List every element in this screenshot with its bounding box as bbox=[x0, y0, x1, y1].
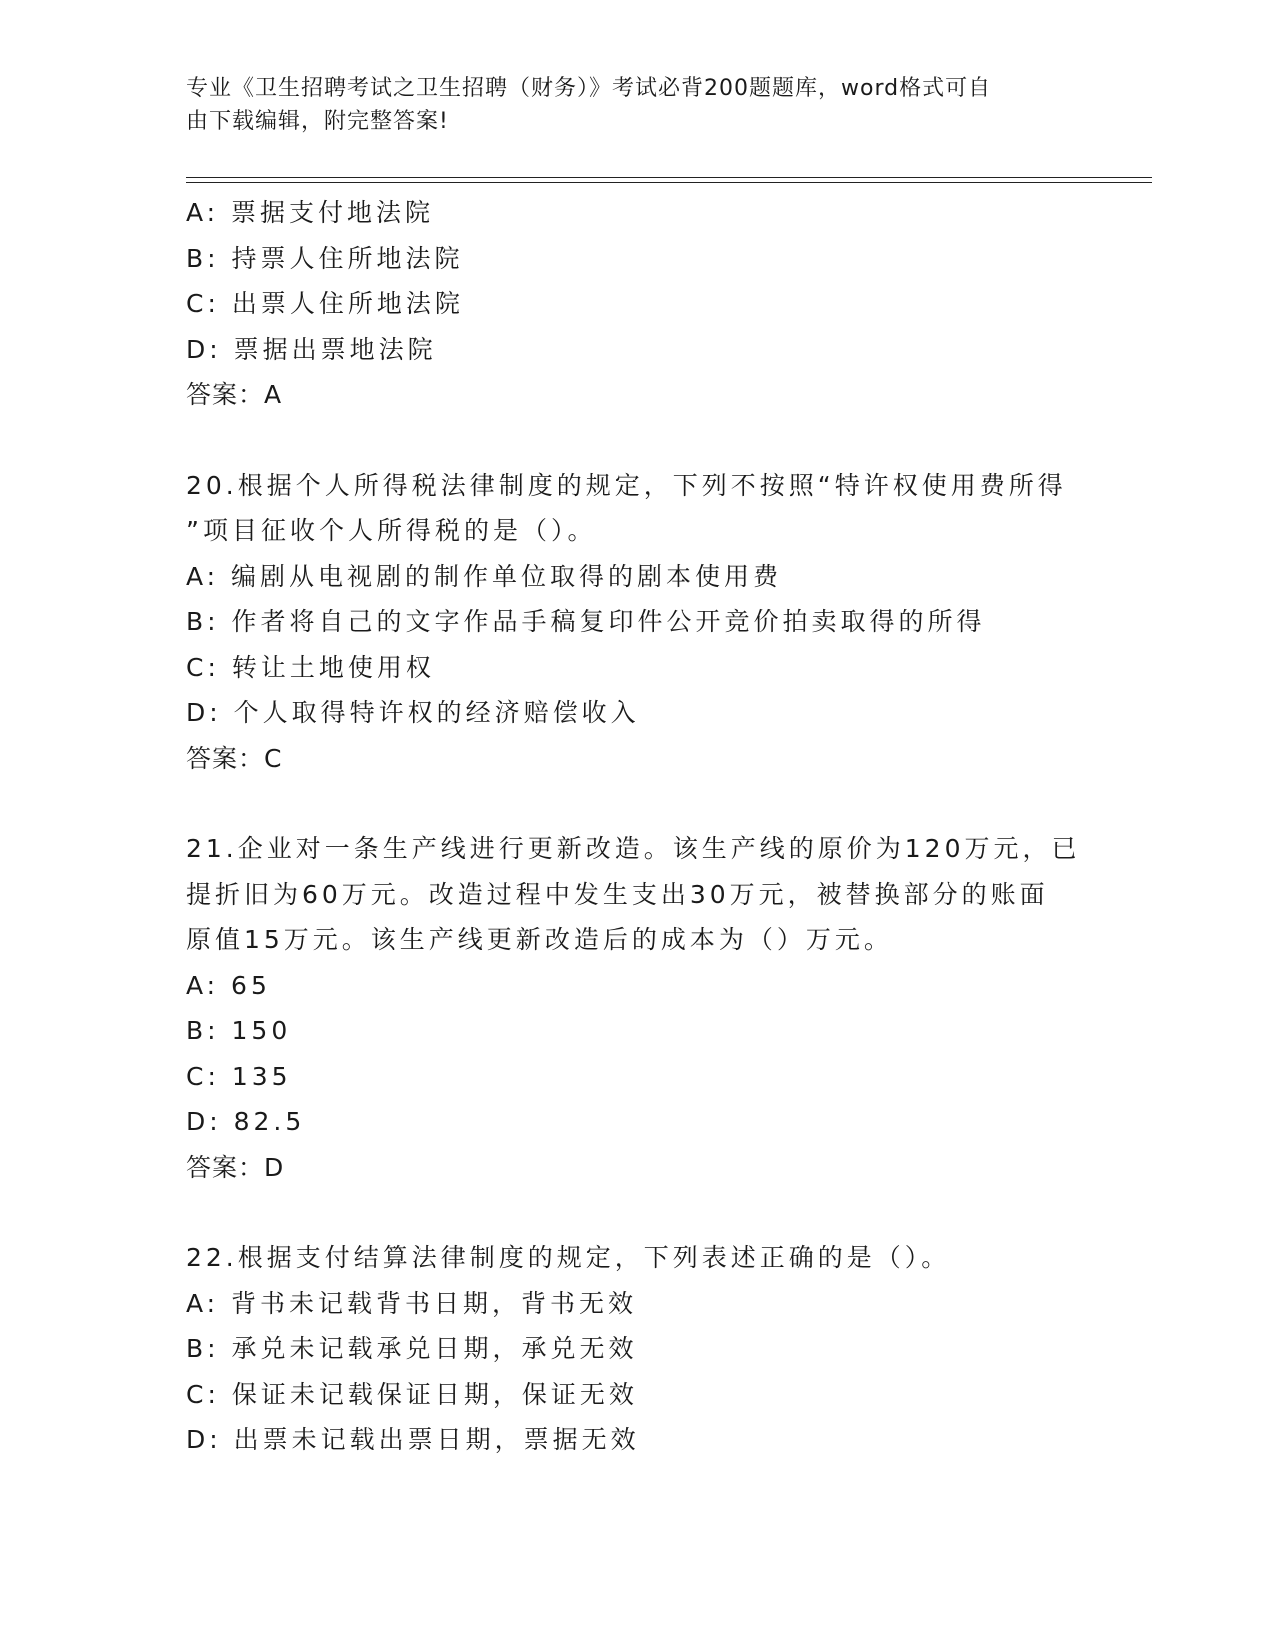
question-22 bbox=[186, 1235, 1106, 1463]
option-b: B: 作者将自己的文字作品手稿复印件公开竞价拍卖取得的所得 bbox=[186, 607, 986, 636]
option-a: A: 编剧从电视剧的制作单位取得的剧本使用费 bbox=[186, 561, 783, 591]
stem-line: 22.根据支付结算法律制度的规定，下列表述正确的是（）。 bbox=[186, 1243, 951, 1272]
option-c: C: 转让土地使用权 bbox=[186, 652, 435, 682]
option-c: C: 135 bbox=[186, 1061, 292, 1091]
question-stem bbox=[186, 1235, 1106, 1281]
option-a: A: 票据支付地法院 bbox=[186, 198, 435, 227]
stem-line: ”项目征收个人所得税的是（）。 bbox=[186, 516, 597, 545]
answer: 答案：A bbox=[186, 380, 283, 409]
question-20 bbox=[186, 463, 1106, 782]
option-a: A: 65 bbox=[186, 970, 271, 1000]
option-c: C: 保证未记载保证日期，保证无效 bbox=[186, 1379, 638, 1409]
question-stem bbox=[186, 463, 1106, 554]
option-c: C: 出票人住所地法院 bbox=[186, 289, 464, 318]
question-list bbox=[186, 190, 1106, 1463]
question-21 bbox=[186, 826, 1106, 1190]
header-rule-top bbox=[186, 177, 1152, 178]
option-d: D: 个人取得特许权的经济赔偿收入 bbox=[186, 698, 640, 727]
option-d: D: 票据出票地法院 bbox=[186, 334, 437, 364]
question-stem bbox=[186, 826, 1106, 963]
header-line-2: 由下载编辑，附完整答案! bbox=[186, 109, 449, 134]
header-rule-bottom bbox=[186, 182, 1152, 183]
stem-line: 20.根据个人所得税法律制度的规定，下列不按照“特许权使用费所得 bbox=[186, 470, 1067, 500]
option-d: D: 出票未记载出票日期，票据无效 bbox=[186, 1425, 640, 1454]
stem-line: 原值15万元。该生产线更新改造后的成本为（）万元。 bbox=[186, 925, 893, 954]
answer: 答案：D bbox=[186, 1152, 285, 1182]
option-d: D: 82.5 bbox=[186, 1107, 306, 1136]
option-b: B: 150 bbox=[186, 1016, 292, 1045]
question-19 bbox=[186, 190, 1106, 418]
option-b: B: 持票人住所地法院 bbox=[186, 243, 464, 273]
header-line-1: 专业《卫生招聘考试之卫生招聘（财务）》考试必背200题题库，word格式可自 bbox=[186, 76, 992, 101]
document-header bbox=[186, 72, 1066, 138]
stem-line: 提折旧为60万元。改造过程中发生支出30万元，被替换部分的账面 bbox=[186, 879, 1049, 909]
option-a: A: 背书未记载背书日期，背书无效 bbox=[186, 1288, 638, 1318]
stem-line: 21.企业对一条生产线进行更新改造。该生产线的原价为120万元，已 bbox=[186, 834, 1081, 863]
option-b: B: 承兑未记载承兑日期，承兑无效 bbox=[186, 1334, 638, 1363]
answer: 答案：C bbox=[186, 743, 283, 773]
